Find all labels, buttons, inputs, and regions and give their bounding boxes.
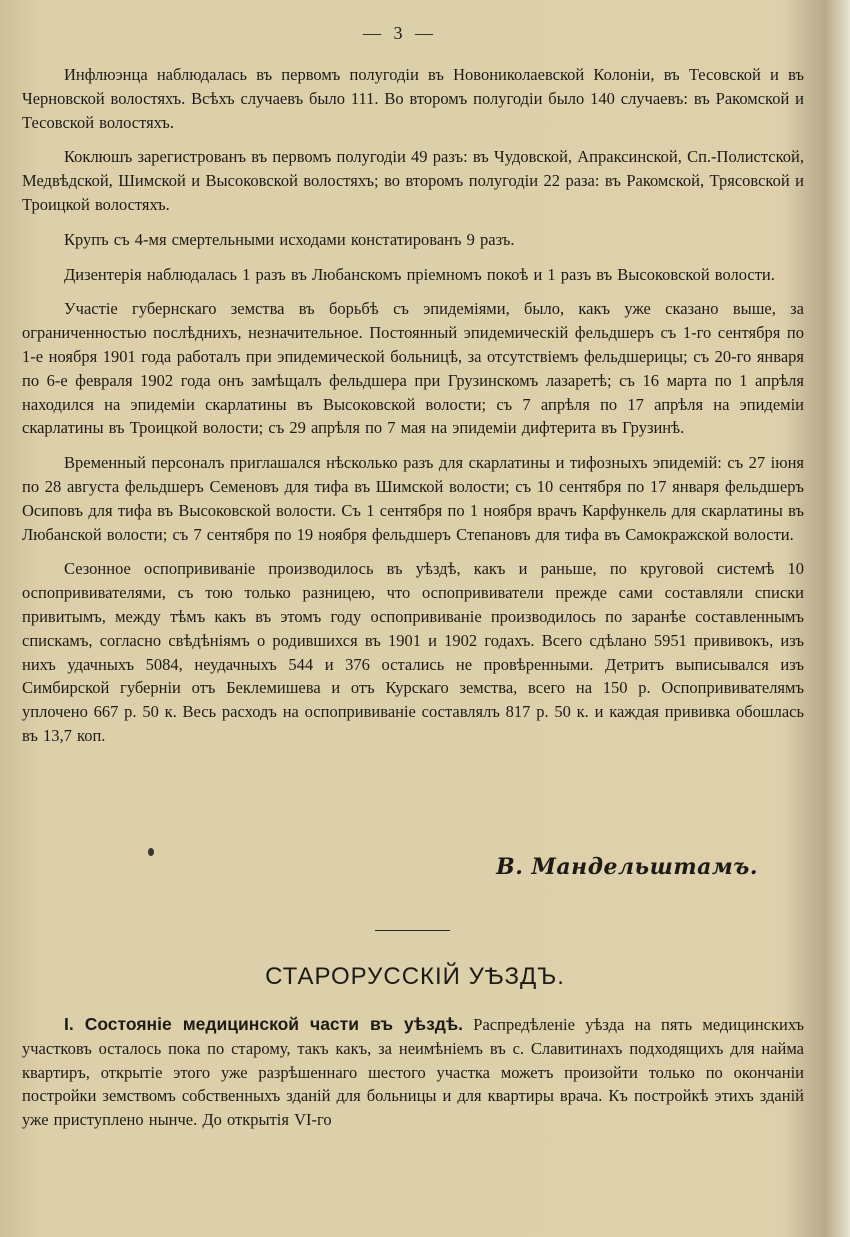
paragraph-vaccination: Сезонное оспопрививаніе производилось въ уѣздѣ, какъ и раньше, по круговой системѣ 10 оспопрививателями, съ тою только разницею, что оспопрививатели прежде сами составляли списки привитымъ, между тѣмъ какъ въ этомъ году оспопрививаніе производилось по заранѣе составленнымъ спискамъ, согласно свѣдѣніямъ о родившихся въ 1901 и 1902 годахъ. Всего сдѣлано 5951 прививокъ, изъ нихъ удачныхъ 5084, неудачныхъ 544 и 376 остались не провѣренными. Детритъ выписывался изъ Симбирской губерніи отъ Беклемишева и отъ Курскаго земства, всего на 150 р. Оспопрививателямъ уплочено 667 р. 50 к. Весь расходъ на оспопрививаніе составлялъ 817 р. 50 к. и каждая прививка обошлась въ 13,7 коп. — [22, 559, 804, 745]
body-text — [22, 63, 804, 759]
section-heading: I. Состояніе медицинской части въ уѣздѣ. — [64, 1014, 464, 1034]
section-text: Распредѣленіе уѣзда на пять медицинскихъ участковъ осталось пока по старому, такъ какъ, за неимѣніемъ въ с. Славитинахъ подходящихъ для найма квартиръ, открытіе этого уже разрѣшеннаго шестого участка можетъ произойти только по окончаніи постройки земствомъ собственныхъ зданій для больницы и для квартиры врача. Къ постройкѣ этихъ зданій уже приступлено нынче. До открытія VI-го — [22, 1015, 805, 1130]
section-divider — [375, 930, 450, 931]
paragraph-croup: Крупъ съ 4-мя смертельными исходами констатированъ 9 разъ. — [64, 229, 515, 249]
section-body — [22, 1013, 804, 1132]
paragraph-whooping-cough: Коклюшъ зарегистрованъ въ первомъ полугодіи 49 разъ: въ Чудовской, Апраксинской, Сп.-Полистской, Медвѣдской, Шимской и Высоковской волостяхъ; во второмъ полугодіи 22 раза: въ Ракомской, Трясовской и Троицкой волостяхъ. — [22, 147, 804, 214]
paragraph-dysentery: Дизентерія наблюдалась 1 разъ въ Любанскомъ пріемномъ покоѣ и 1 разъ въ Высоковской волости. — [64, 264, 775, 284]
page-number: — 3 — — [363, 23, 437, 43]
ink-spot — [148, 848, 154, 856]
paragraph-influenza: Инфлюэнца наблюдалась въ первомъ полугодіи въ Новониколаевской Колоніи, въ Тесовской и въ Черновской волостяхъ. Всѣхъ случаевъ было 111. Во второмъ полугодіи было 140 случаевъ: въ Ракомской и Тесовской волостяхъ. — [22, 65, 804, 132]
paragraph-zemstvo-participation: Участіе губернскаго земства въ борьбѣ съ эпидеміями, было, какъ уже сказано выше, за ограниченностью послѣднихъ, незначительное. Постоянный эпидемическій фельдшеръ съ 1-го сентября по 1-е ноября 1901 года работалъ при эпидемической больницѣ, за отсутствіемъ фельдшерицы; съ 20-го января по 6-е февраля 1902 года онъ замѣщалъ фельдшера при Грузинскомъ лазаретѣ; съ 16 марта по 1 апрѣля находился на эпидеміи скарлатины въ Высоковской волости; съ 7 апрѣля по 17 апрѣля на эпидеміи скарлатины въ Троицкой волости; съ 29 апрѣля по 7 мая на эпидеміи дифтерита въ Грузинѣ. — [22, 299, 804, 438]
paragraph-temporary-staff: Временный персоналъ приглашался нѣсколько разъ для скарлатины и тифозныхъ эпидемій: съ 27 іюня по 28 августа фельдшеръ Семеновъ для тифа въ Шимской волости; съ 10 сентября по 17 января фельдшеръ Осиповъ для тифа въ Высоковской волости. Съ 1 сентября по 1 ноября врачъ Карфункель для скарлатины въ Любанской волости; съ 7 сентября по 19 ноября фельдшеръ Степановъ для тифа въ Самокражской волости. — [22, 453, 804, 544]
author-signature: В. Мандельштамъ. — [496, 854, 758, 880]
section-title: СТАРОРУССКІЙ УѢЗДЪ. — [265, 963, 565, 990]
